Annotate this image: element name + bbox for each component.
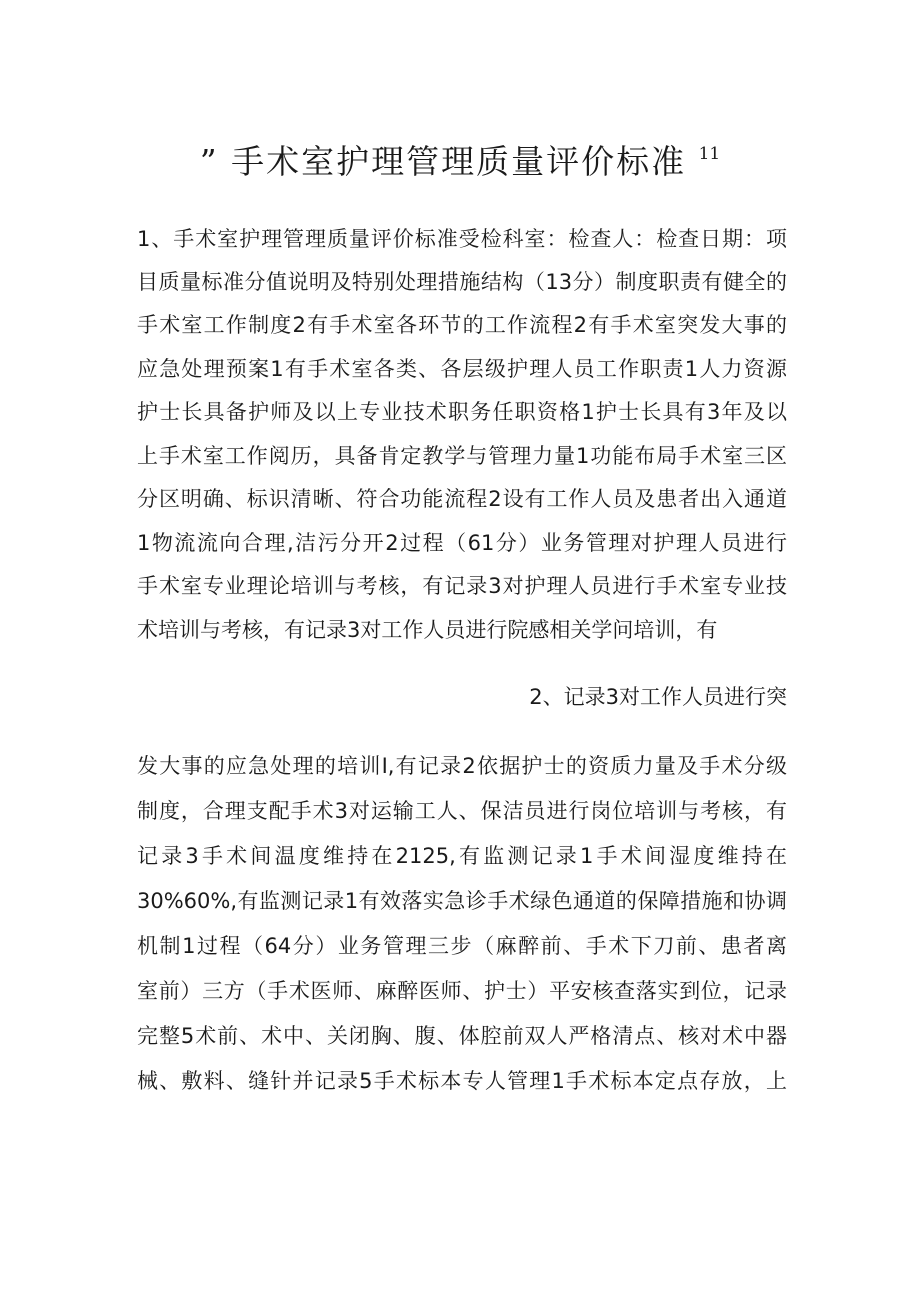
paragraph-line: 手术室专业理论培训与考核，有记录3对护理人员进行手术室专业技 <box>137 574 787 598</box>
paragraph-line: 1物流流向合理,洁污分开2过程（61分）业务管理对护理人员进行 <box>137 531 787 555</box>
paragraph-line: 完整5术前、术中、关闭胸、腹、体腔前双人严格清点、核对术中器 <box>137 1024 787 1048</box>
paragraph-line: 应急处理预案1有手术室各类、各层级护理人员工作职责1人力资源 <box>137 357 787 381</box>
paragraph-line: 手术室工作制度2有手术室各环节的工作流程2有手术室突发大事的 <box>137 313 787 337</box>
paragraph-line: 分区明确、标识清晰、符合功能流程2设有工作人员及患者出入通道 <box>137 487 787 511</box>
paragraph-line: 室前）三方（手术医师、麻醉医师、护士）平安核查落实到位，记录 <box>137 979 787 1003</box>
title-quote-mark: ” <box>199 142 219 181</box>
title-text: 手术室护理管理质量评价标准 <box>231 142 687 181</box>
paragraph-line: 机制1过程（64分）业务管理三步（麻醉前、手术下刀前、患者离 <box>137 934 787 958</box>
document-title <box>0 132 920 184</box>
paragraph-line: 30%60%,有监测记录1有效落实急诊手术绿色通道的保障措施和协调 <box>137 889 787 913</box>
paragraph-line: 制度，合理支配手术3对运输工人、保洁员进行岗位培训与考核，有 <box>137 799 787 823</box>
paragraph-line: 护士长具备护师及以上专业技术职务任职资格1护士长具有3年及以 <box>137 400 787 424</box>
paragraph-line: 上手术室工作阅历，具备肯定教学与管理力量1功能布局手术室三区 <box>137 444 787 468</box>
paragraph-line: 1、手术室护理管理质量评价标准受检科室：检查人：检查日期：项 <box>137 227 787 251</box>
paragraph-line: 术培训与考核，有记录3对工作人员进行院感相关学问培训，有 <box>137 618 718 642</box>
title-superscript: 11 <box>698 144 721 164</box>
paragraph-line: 记录3手术间温度维持在2125,有监测记录1手术间湿度维持在 <box>137 844 787 868</box>
paragraph-line: 械、敷料、缝针并记录5手术标本专人管理1手术标本定点存放，上 <box>137 1069 787 1093</box>
section-2-heading: 2、记录3对工作人员进行突 <box>529 685 787 709</box>
paragraph-line: 目质量标准分值说明及特别处理措施结构（13分）制度职责有健全的 <box>137 270 787 294</box>
paragraph-line: 发大事的应急处理的培训I,有记录2依据护士的资质力量及手术分级 <box>137 754 787 778</box>
